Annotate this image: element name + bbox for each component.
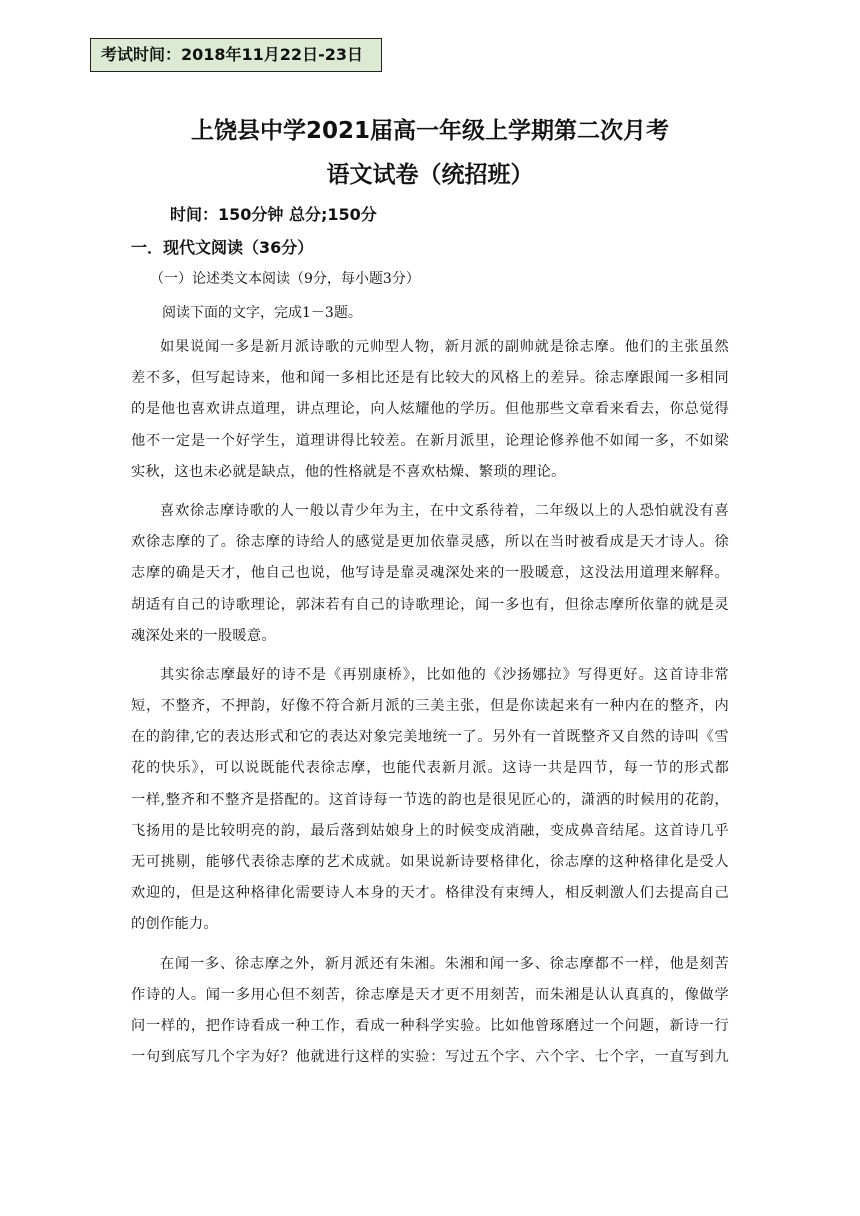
passage-line: 欢徐志摩的了。徐志摩的诗给人的感觉是更加依靠灵感，所以在当时被看成是天才诗人。徐 xyxy=(131,534,729,551)
passage-line: 实秋，这也未必就是缺点，他的性格就是不喜欢枯燥、繁琐的理论。 xyxy=(131,463,566,480)
passage-line: 无可挑剔，能够代表徐志摩的艺术成就。如果说新诗要格律化，徐志摩的这种格律化是受人 xyxy=(131,854,729,870)
passage-paragraph xyxy=(131,949,729,1074)
passage-line: 的是他也喜欢讲点道理，讲点理论，向人炫耀他的学历。但他那些文章看来看去，你总觉得 xyxy=(131,401,729,418)
exam-time-box xyxy=(90,38,382,72)
passage-line: 花的快乐》，可以说既能代表徐志摩，也能代表新月派。这诗一共是四节，每一节的形式都 xyxy=(131,760,729,777)
exam-title: 上饶县中学2021届高一年级上学期第二次月考 xyxy=(190,118,669,144)
time-and-score-info: 时间：150分钟 总分;150分 xyxy=(170,205,377,224)
passage-line: 喜欢徐志摩诗歌的人一般以青少年为主，在中文系待着，二年级以上的人恐怕就没有喜 xyxy=(160,502,729,519)
reading-instruction: 阅读下面的文字，完成1－3题。 xyxy=(162,305,362,321)
passage-line: 魂深处来的一股暖意。 xyxy=(131,627,276,644)
sub-section-heading: （一）论述类文本阅读（9分，每小题3分） xyxy=(150,271,420,287)
passage-line: 一句到底写几个字为好？他就进行这样的实验：写过五个字、六个字、七个字，一直写到九 xyxy=(131,1049,729,1066)
passage-line: 志摩的确是天才，他自己也说，他写诗是靠灵魂深处来的一股暖意，这没法用道理来解释。 xyxy=(131,565,729,582)
passage-line: 的创作能力。 xyxy=(131,916,218,933)
exam-subtitle: 语文试卷（统招班） xyxy=(326,162,534,188)
passage-line: 欢迎的，但是这种格律化需要诗人本身的天才。格律没有束缚人，相反刺激人们去提高自己 xyxy=(131,885,729,902)
passage-line: 差不多，但写起诗来，他和闻一多相比还是有比较大的风格上的差异。徐志摩跟闻一多相同 xyxy=(131,370,729,387)
passage-line: 其实徐志摩最好的诗不是《再别康桥》，比如他的《沙扬娜拉》写得更好。这首诗非常 xyxy=(160,666,729,683)
passage-line: 如果说闻一多是新月派诗歌的元帅型人物，新月派的副帅就是徐志摩。他们的主张虽然 xyxy=(160,339,729,355)
passage-line: 短，不整齐，不押韵，好像不符合新月派的三美主张，但是你读起来有一种内在的整齐，内 xyxy=(131,698,729,715)
passage-line: 作诗的人。闻一多用心但不刻苦，徐志摩是天才更不用刻苦，而朱湘是认认真真的，像做学 xyxy=(131,986,729,1003)
passage-line: 胡适有自己的诗歌理论，郭沫若有自己的诗歌理论，闻一多也有，但徐志摩所依靠的就是灵 xyxy=(131,596,729,613)
passage-paragraph xyxy=(131,660,729,941)
section-heading: 一．现代文阅读（36分） xyxy=(131,238,314,257)
passage-line: 一样,整齐和不整齐是搭配的。这首诗每一节选的韵也是很见匠心的，潇洒的时候用的花韵， xyxy=(131,791,729,808)
passage-line: 在闻一多、徐志摩之外，新月派还有朱湘。朱湘和闻一多、徐志摩都不一样，他是刻苦 xyxy=(160,955,729,972)
passage-paragraph xyxy=(131,332,729,488)
passage-line: 飞扬用的是比较明亮的韵，最后落到姑娘身上的时候变成消融，变成鼻音结尾。这首诗几乎 xyxy=(131,822,729,839)
passage-line: 问一样的，把作诗看成一种工作，看成一种科学实验。比如他曾琢磨过一个问题，新诗一行 xyxy=(131,1017,729,1034)
passage-line: 在的韵律,它的表达形式和它的表达对象完美地统一了。另外有一首既整齐又自然的诗叫《雪 xyxy=(131,729,729,746)
passage-line: 他不一定是一个好学生，道理讲得比较差。在新月派里，论理论修养他不如闻一多，不如梁 xyxy=(131,432,729,449)
exam-time-text: 考试时间：2018年11月22日-23日 xyxy=(101,45,363,64)
reading-passage xyxy=(131,332,729,1073)
passage-paragraph xyxy=(131,496,729,652)
